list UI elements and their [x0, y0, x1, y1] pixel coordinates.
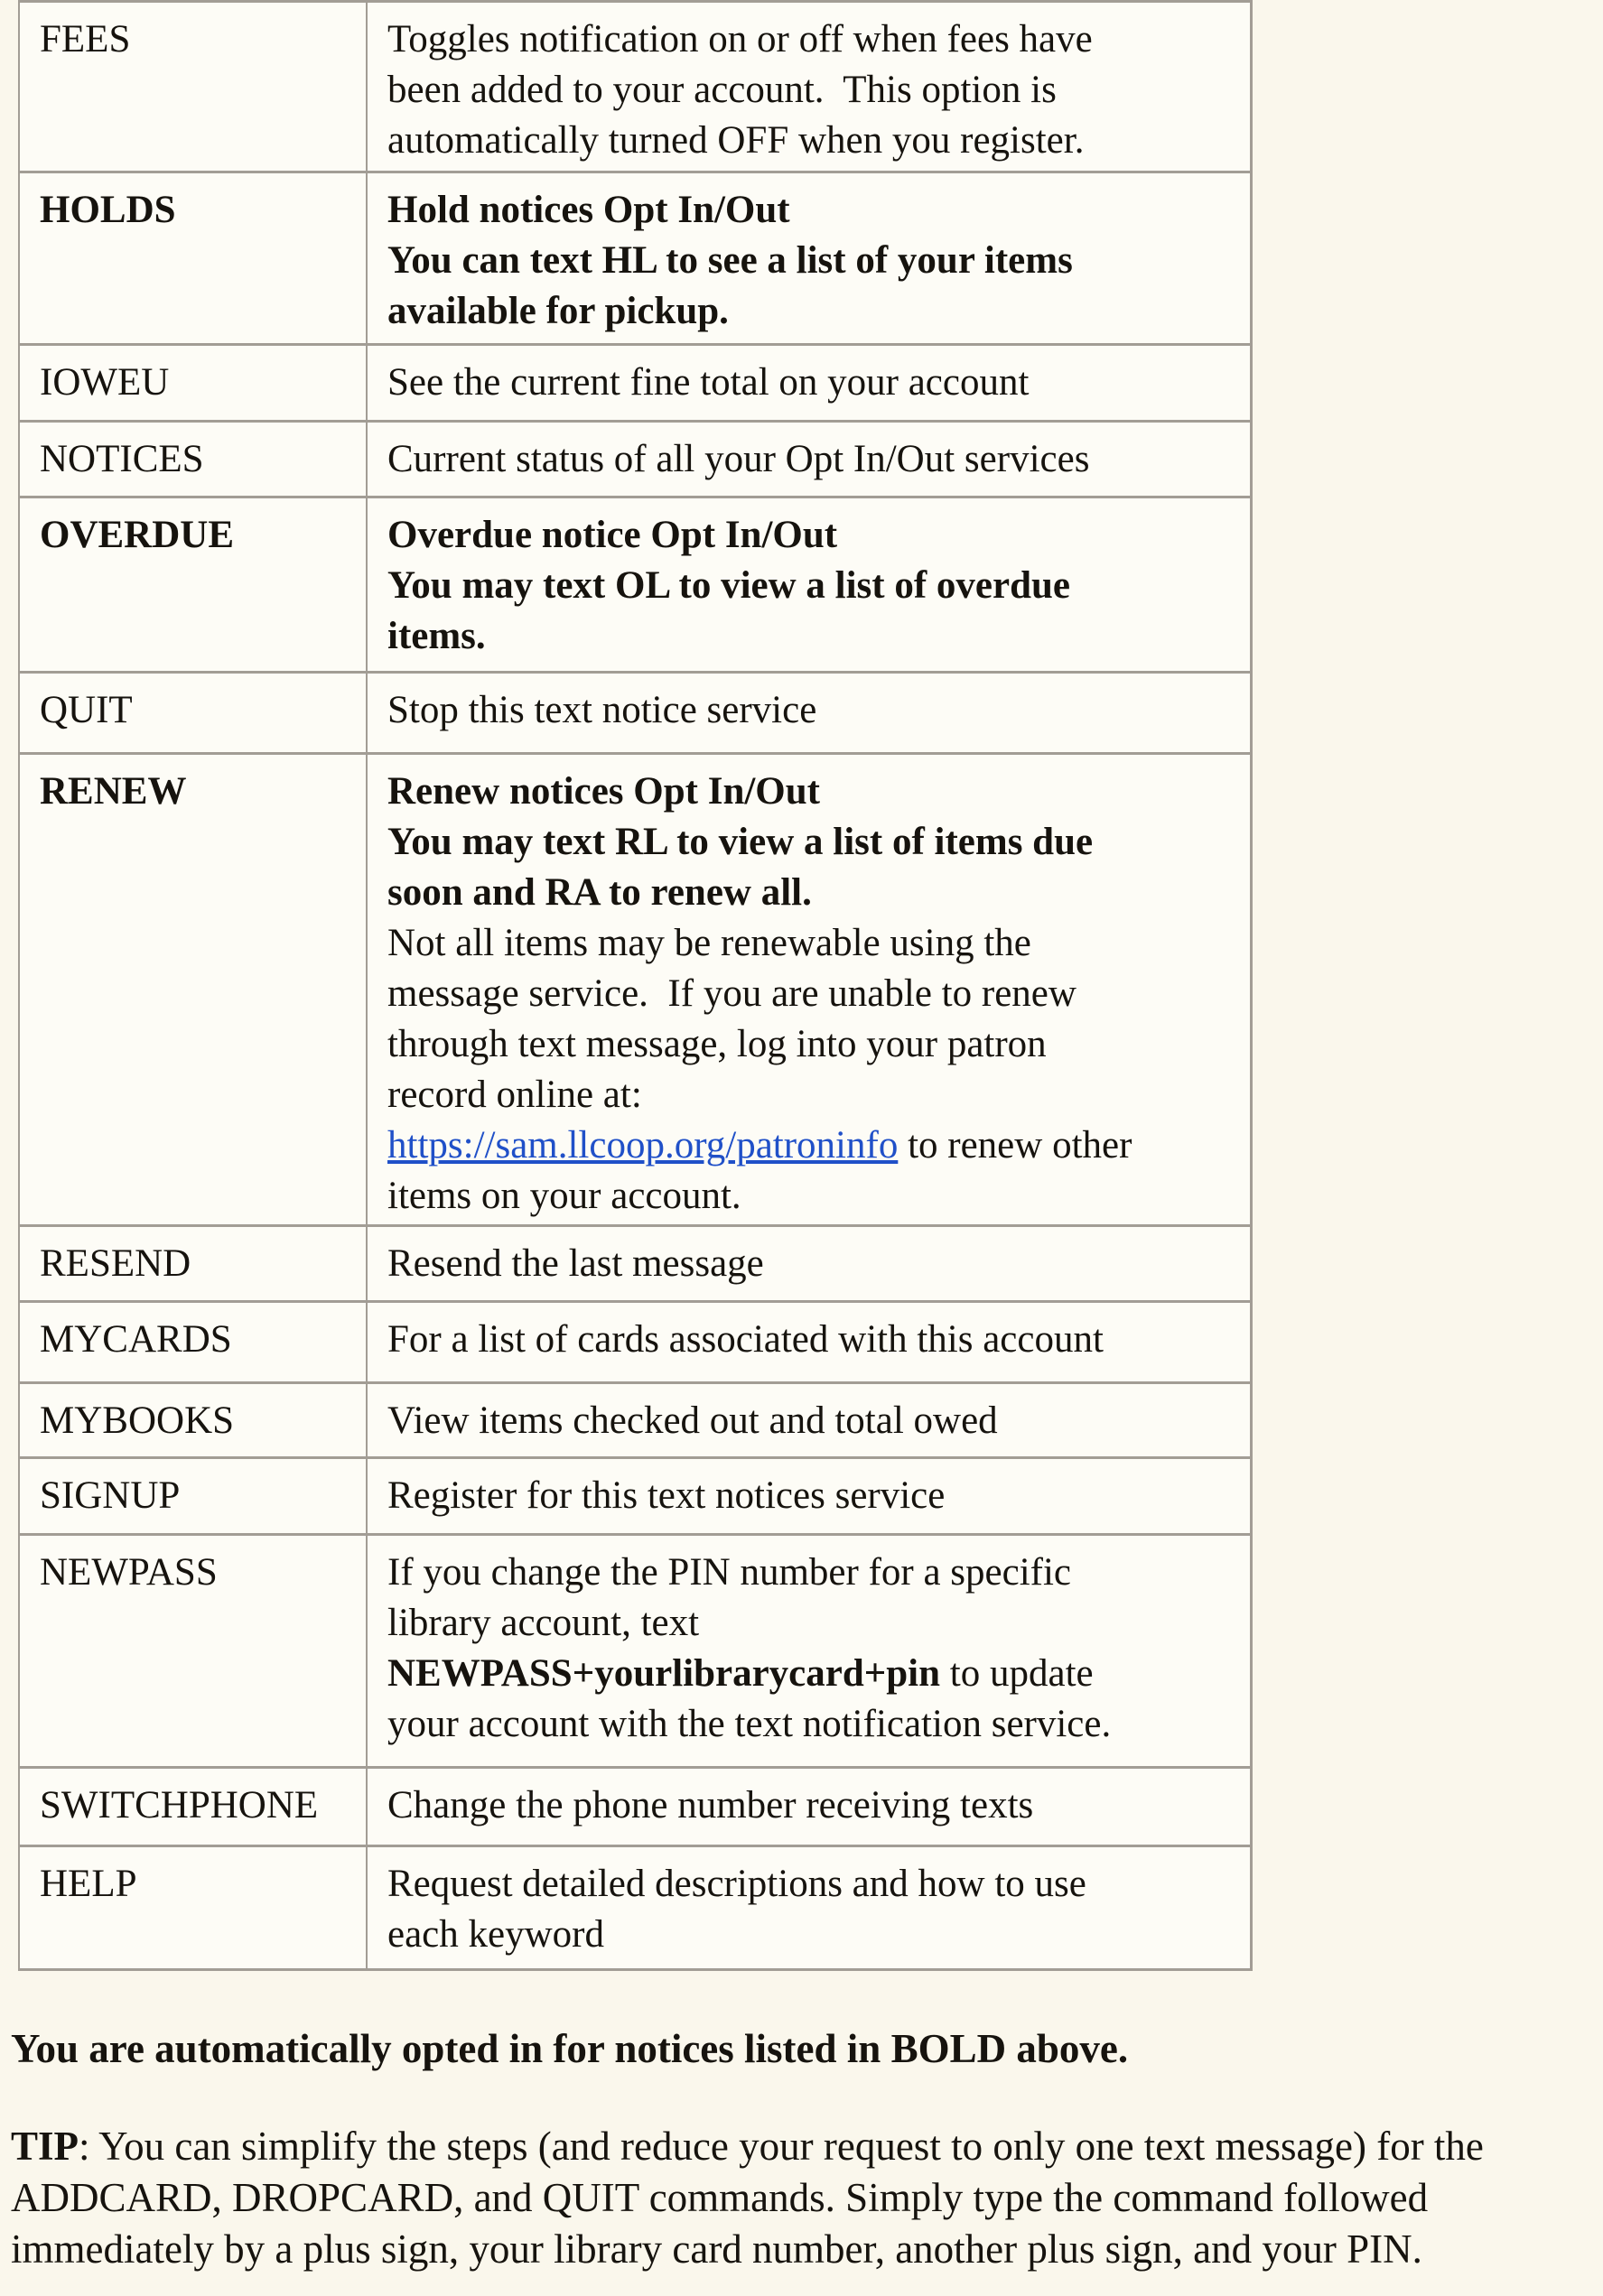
keyword-cell	[20, 498, 366, 671]
description-text: through text message, log into your patron	[387, 1023, 1047, 1065]
keyword-label: HOLDS	[40, 189, 176, 231]
keyword-label: OVERDUE	[40, 514, 235, 556]
keyword-label: QUIT	[40, 689, 133, 731]
description-line	[387, 286, 1239, 337]
keyword-cell	[20, 1536, 366, 1766]
description-line	[387, 510, 1239, 561]
description-text: View items checked out and total owed	[387, 1399, 998, 1442]
description-cell	[366, 498, 1250, 671]
tip-label: TIP	[11, 2124, 79, 2169]
description-text: to renew other	[898, 1124, 1132, 1167]
description-line	[387, 1171, 1239, 1222]
description-text: You can text HL to see a list of your items	[387, 239, 1073, 282]
table-row	[20, 1303, 1250, 1384]
description-line	[387, 1471, 1239, 1521]
description-text: your account with the text notification service.	[387, 1703, 1112, 1745]
tip-line: immediately by a plus sign, your library card number, another plus sign, and your PIN.	[11, 2226, 1422, 2272]
table-row	[20, 1384, 1250, 1459]
description-text: library account, text	[387, 1602, 700, 1644]
description-cell	[366, 674, 1250, 752]
keyword-label: IOWEU	[40, 361, 170, 404]
keyword-label: SIGNUP	[40, 1474, 181, 1517]
tip-paragraph	[11, 2121, 1484, 2275]
description-text: Overdue notice Opt In/Out	[387, 514, 838, 556]
description-text: available for pickup.	[387, 290, 729, 332]
description-text: For a list of cards associated with this account	[387, 1318, 1104, 1361]
description-text: If you change the PIN number for a specific	[387, 1551, 1071, 1594]
description-line	[387, 1315, 1239, 1365]
description-text: See the current fine total on your account	[387, 361, 1030, 404]
description-line	[387, 611, 1239, 662]
keyword-cell	[20, 423, 366, 496]
table-row	[20, 1769, 1250, 1847]
tip-line: ADDCARD, DROPCARD, and QUIT commands. Simply type the command followed	[11, 2175, 1429, 2220]
keyword-cell	[20, 1303, 366, 1381]
description-line	[387, 434, 1239, 485]
description-line	[387, 116, 1239, 166]
description-line	[387, 1598, 1239, 1649]
keyword-label: SWITCHPHONE	[40, 1784, 319, 1827]
table-row	[20, 1847, 1250, 1968]
description-text: each keyword	[387, 1913, 604, 1956]
footer-bold-note: You are automatically opted in for notices listed in BOLD above.	[11, 2026, 1129, 2071]
description-text: message service. If you are unable to renew	[387, 972, 1076, 1015]
keyword-cell	[20, 1847, 366, 1968]
keyword-label: HELP	[40, 1863, 137, 1905]
keyword-cell	[20, 755, 366, 1224]
description-text: NEWPASS+yourlibrarycard+pin	[387, 1652, 941, 1695]
description-text: items on your account.	[387, 1175, 741, 1217]
table-row	[20, 674, 1250, 755]
description-line	[387, 868, 1239, 918]
description-line	[387, 969, 1239, 1019]
description-line	[387, 358, 1239, 408]
description-line	[387, 1859, 1239, 1910]
table-row	[20, 173, 1250, 346]
keyword-cell	[20, 173, 366, 343]
description-cell	[366, 423, 1250, 496]
description-cell	[366, 1459, 1250, 1533]
description-line	[387, 1070, 1239, 1120]
description-text: Stop this text notice service	[387, 689, 817, 731]
description-line	[387, 1780, 1239, 1831]
description-cell	[366, 346, 1250, 420]
description-text: soon and RA to renew all.	[387, 871, 812, 914]
description-text: automatically turned OFF when you register.	[387, 119, 1085, 162]
description-text: Change the phone number receiving texts	[387, 1784, 1034, 1827]
description-line	[387, 1120, 1239, 1171]
description-line	[387, 1699, 1239, 1750]
keyword-label: NEWPASS	[40, 1551, 218, 1594]
description-cell	[366, 1227, 1250, 1300]
description-text: Current status of all your Opt In/Out services	[387, 438, 1090, 480]
description-line	[387, 14, 1239, 65]
description-text: Resend the last message	[387, 1242, 764, 1285]
description-cell	[366, 1384, 1250, 1456]
description-text: Renew notices Opt In/Out	[387, 770, 820, 813]
description-cell	[366, 1536, 1250, 1766]
description-line	[387, 1019, 1239, 1070]
description-text: record online at:	[387, 1074, 642, 1116]
patroninfo-link[interactable]: https://sam.llcoop.org/patroninfo	[387, 1124, 899, 1167]
keyword-cell	[20, 1227, 366, 1300]
keyword-cell	[20, 1459, 366, 1533]
keyword-cell	[20, 674, 366, 752]
description-cell	[366, 755, 1250, 1224]
description-cell	[366, 3, 1250, 171]
description-text: Request detailed descriptions and how to use	[387, 1863, 1086, 1905]
description-cell	[366, 173, 1250, 343]
description-line	[387, 185, 1239, 236]
keyword-cell	[20, 346, 366, 420]
table-row	[20, 755, 1250, 1227]
table-row	[20, 346, 1250, 423]
description-text: Hold notices Opt In/Out	[387, 189, 790, 231]
keyword-label: MYBOOKS	[40, 1399, 235, 1442]
keyword-label: FEES	[40, 18, 131, 60]
tip-line-text: : You can simplify the steps (and reduce your request to only one text message) for the	[79, 2124, 1484, 2169]
keyword-cell	[20, 1769, 366, 1845]
description-line	[387, 1649, 1239, 1699]
description-line	[387, 1239, 1239, 1289]
tip-line	[11, 2121, 1484, 2172]
description-cell	[366, 1847, 1250, 1968]
keyword-label: NOTICES	[40, 438, 204, 480]
description-cell	[366, 1769, 1250, 1845]
table-row	[20, 1459, 1250, 1536]
description-line	[387, 1910, 1239, 1960]
description-text: items.	[387, 615, 486, 657]
keyword-label: RESEND	[40, 1242, 191, 1285]
table-row	[20, 423, 1250, 498]
keyword-cell	[20, 3, 366, 171]
description-line	[387, 685, 1239, 736]
table-row	[20, 3, 1250, 173]
keyword-label: RENEW	[40, 770, 187, 813]
description-text: Register for this text notices service	[387, 1474, 946, 1517]
description-text: been added to your account. This option is	[387, 69, 1057, 111]
description-line	[387, 65, 1239, 116]
description-line	[387, 918, 1239, 969]
description-line	[387, 817, 1239, 868]
text-keywords-table	[18, 0, 1253, 1971]
description-cell	[366, 1303, 1250, 1381]
description-text: Toggles notification on or off when fees have	[387, 18, 1093, 60]
description-line	[387, 561, 1239, 611]
description-text: You may text OL to view a list of overdue	[387, 564, 1071, 607]
description-line	[387, 236, 1239, 286]
description-text: Not all items may be renewable using the	[387, 922, 1031, 964]
table-row	[20, 498, 1250, 674]
table-row	[20, 1536, 1250, 1769]
table-row	[20, 1227, 1250, 1303]
keyword-cell	[20, 1384, 366, 1456]
description-line	[387, 1548, 1239, 1598]
description-line	[387, 1396, 1239, 1446]
description-text: to update	[940, 1652, 1094, 1695]
description-text: You may text RL to view a list of items due	[387, 821, 1094, 863]
keyword-label: MYCARDS	[40, 1318, 232, 1361]
description-line	[387, 767, 1239, 817]
